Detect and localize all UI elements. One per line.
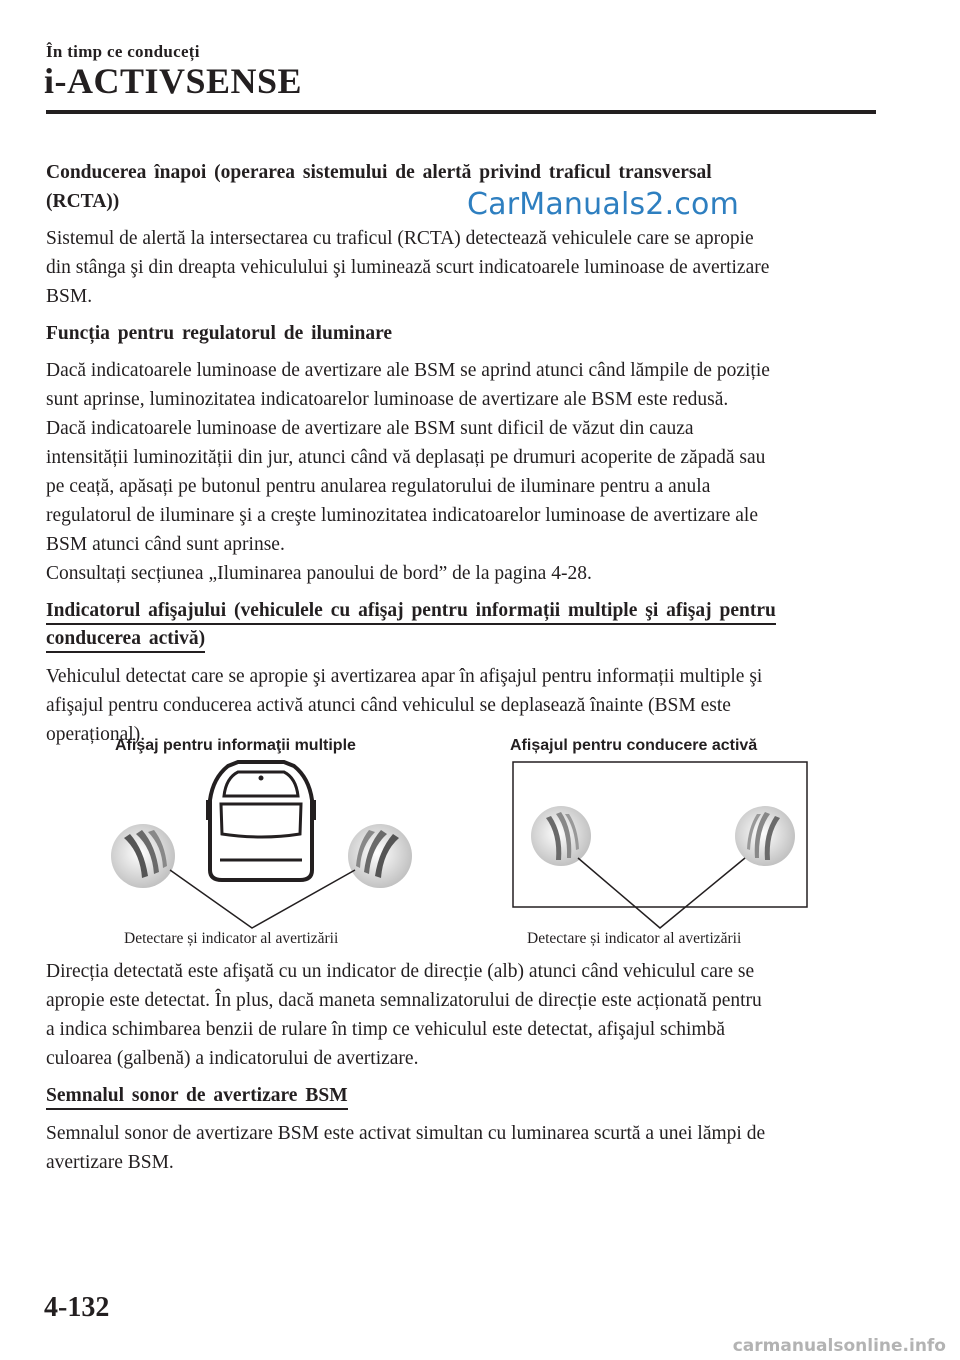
display-heading-text-1: Indicatorul afişajului (vehiculele cu afişaj pentru informații multiple şi afişaj pentru: [46, 600, 776, 625]
dimmer-body-line: BSM atunci când sunt aprinse.: [46, 534, 285, 555]
rcta-heading-line-2: (RCTA)): [46, 191, 120, 212]
dimmer-body-line: Consultați secțiunea „Iluminarea panoului de bord” de la pagina 4-28.: [46, 563, 592, 584]
car-icon: [206, 762, 316, 880]
right-warning-indicator-icon: [735, 806, 795, 866]
bsm-display-figure: [0, 730, 960, 955]
beep-heading-line: [46, 1081, 876, 1111]
page-title: i-ACTIVSENSE: [44, 61, 303, 101]
left-warning-indicator-icon: [111, 824, 175, 888]
dimmer-body-line: intensității luminozității din jur, atunci când vă deplasați pe drumuri acoperite de zăpadă sau: [46, 447, 766, 468]
right-warning-indicator-icon: [348, 824, 412, 888]
rcta-body-line: Sistemul de alertă la intersectarea cu traficul (RCTA) detectează vehiculele care se apropie: [46, 228, 754, 249]
left-warning-indicator-icon: [531, 806, 591, 866]
display-heading-line-2: [46, 624, 876, 654]
display-heading-line-1: [46, 596, 876, 626]
right-figure-caption: Detectare și indicator al avertizării: [527, 930, 742, 947]
multi-info-display-graphic: [111, 762, 412, 928]
display-body-line: afişajul pentru conducerea activă atunci când vehiculul se deplasează înainte (BSM este: [46, 695, 731, 716]
lower-content: [46, 957, 876, 1177]
section-kicker: În timp ce conduceți: [46, 42, 200, 61]
dimmer-heading: Funcția pentru regulatorul de iluminare: [46, 323, 393, 344]
direction-body-line: Direcția detectată este afişată cu un indicator de direcție (alb) atunci când vehiculul care se: [46, 961, 755, 982]
rcta-body-line: BSM.: [46, 286, 93, 307]
display-body-line: operațional).: [46, 724, 146, 745]
display-body-line: Vehiculul detectat care se apropie şi avertizarea apar în afişajul pentru informații multiple şi: [46, 666, 763, 687]
display-heading-text-2: conducerea activă): [46, 628, 205, 653]
watermark-top: CarManuals2.com: [467, 187, 740, 222]
dimmer-body-line: Dacă indicatoarele luminoase de avertizare ale BSM sunt dificil de văzut din cauza: [46, 418, 694, 439]
dimmer-body-line: regulatorul de iluminare şi a creşte luminozitatea indicatoarelor luminoase de avertizare ale: [46, 505, 758, 526]
direction-body-line: apropie este detectat. În plus, dacă maneta semnalizatorului de direcție este acționată pentru: [46, 990, 762, 1011]
direction-body-line: a indica schimbarea benzii de rulare în timp ce vehiculul este detectat, afişajul schimbă: [46, 1019, 725, 1040]
beep-heading: Semnalul sonor de avertizare BSM: [46, 1085, 348, 1110]
dimmer-body-line: Dacă indicatoarele luminoase de avertizare ale BSM se aprind atunci când lămpile de poziție: [46, 360, 770, 381]
rcta-heading-line-1: Conducerea înapoi (operarea sistemului de alertă privind traficul transversal: [46, 162, 712, 183]
main-content: [46, 158, 876, 749]
rcta-body-line: din stânga şi din dreapta vehiculului şi luminează scurt indicatoarele luminoase de avertizare: [46, 257, 770, 278]
header-divider: [46, 110, 876, 114]
left-figure-caption: Detectare și indicator al avertizării: [124, 930, 339, 947]
beep-body-line: avertizare BSM.: [46, 1152, 174, 1173]
beep-body-line: Semnalul sonor de avertizare BSM este activat simultan cu luminarea scurtă a unei lămpi de: [46, 1123, 766, 1144]
active-driving-display-graphic: [513, 762, 807, 928]
direction-body-line: culoarea (galbenă) a indicatorului de avertizare.: [46, 1048, 419, 1069]
multi-info-display-label: Afişaj pentru informaţii multiple: [115, 737, 356, 754]
page-number: 4-132: [44, 1292, 110, 1323]
dimmer-body-line: pe ceață, apăsați pe butonul pentru anularea regulatorului de iluminare pentru a anula: [46, 476, 711, 497]
dimmer-body-line: sunt aprinse, luminozitatea indicatoarelor luminoase de avertizare ale BSM este redusă.: [46, 389, 729, 410]
watermark-footer: carmanualsonline.info: [732, 1336, 946, 1356]
active-driving-display-label: Afișajul pentru conducere activă: [510, 737, 758, 754]
